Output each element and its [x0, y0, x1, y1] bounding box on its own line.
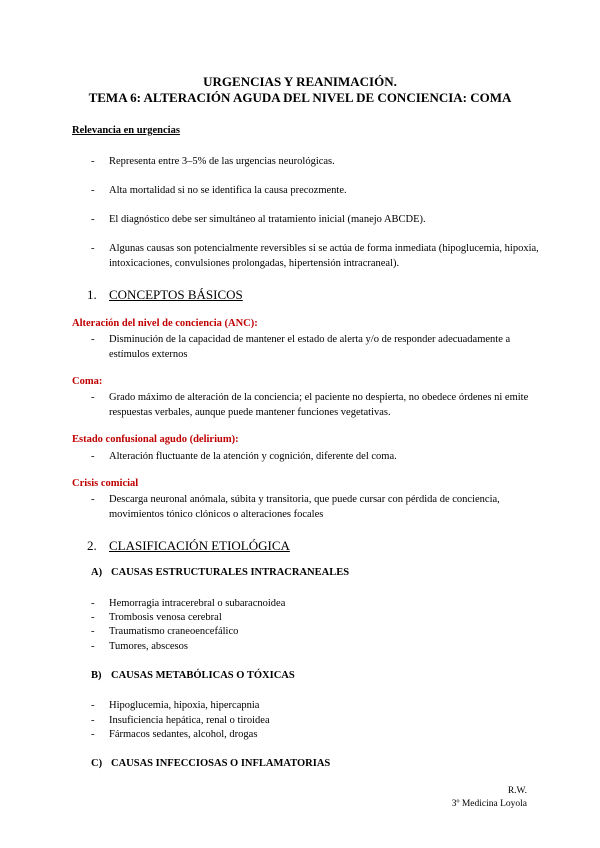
concept-term: Alteración del nivel de conciencia (ANC):	[72, 318, 258, 329]
relevance-heading: Relevancia en urgencias	[72, 125, 180, 136]
document-title: URGENCIAS Y REANIMACIÓN.	[203, 74, 397, 89]
bullet-dash: -	[91, 392, 95, 403]
list-item-text: Insuficiencia hepática, renal o tiroidea	[109, 715, 270, 726]
subsection-letter: A)	[91, 567, 103, 578]
concept-definition-text: Grado máximo de alteración de la conciencia; el paciente no despierta, no obedece órdenes ni emite respuestas verbales, aunque puede mantener funciones vegetativas.	[109, 392, 529, 418]
bullet-dash: -	[91, 156, 95, 167]
list-item-text: Traumatismo craneoencefálico	[109, 626, 239, 637]
concept-term: Coma:	[72, 376, 103, 387]
bullet-dash: -	[91, 612, 95, 623]
relevance-item-text: El diagnóstico debe ser simultáneo al tratamiento inicial (manejo ABCDE).	[109, 214, 426, 225]
concept-definition-text: Descarga neuronal anómala, súbita y transitoria, que puede cursar con pérdida de conciencia, movimientos tónico clónicos o alteraciones focales	[109, 494, 500, 520]
relevance-item-text: Algunas causas son potencialmente reversibles si se actúa de forma inmediata (hipoglucemia, hipoxia, intoxicaciones, convulsiones prolongadas, hipertensión intracraneal).	[109, 243, 539, 269]
bullet-dash: -	[91, 700, 95, 711]
bullet-dash: -	[91, 715, 95, 726]
list-item-text: Hipoglucemia, hipoxia, hipercapnia	[109, 700, 260, 711]
subsection-letter: B)	[91, 670, 102, 681]
concept-definition-text: Alteración fluctuante de la atención y cognición, diferente del coma.	[109, 451, 397, 462]
subsection-title: CAUSAS METABÓLICAS O TÓXICAS	[111, 670, 295, 681]
document-subtitle: TEMA 6: ALTERACIÓN AGUDA DEL NIVEL DE CONCIENCIA: COMA	[88, 90, 512, 105]
list-item-text: Fármacos sedantes, alcohol, drogas	[109, 729, 258, 740]
bullet-dash: -	[91, 243, 95, 254]
bullet-dash: -	[91, 729, 95, 740]
section-number: 2.	[87, 538, 97, 553]
bullet-dash: -	[91, 494, 95, 505]
relevance-item-text: Representa entre 3–5% de las urgencias neurológicas.	[109, 156, 335, 167]
footer-course: 3º Medicina Loyola	[451, 799, 527, 809]
concept-term: Crisis comicial	[72, 478, 139, 489]
bullet-dash: -	[91, 185, 95, 196]
list-item-text: Tumores, abscesos	[109, 641, 188, 652]
subsection-title: CAUSAS ESTRUCTURALES INTRACRANEALES	[111, 567, 350, 578]
bullet-dash: -	[91, 214, 95, 225]
subsection-letter: C)	[91, 758, 103, 769]
bullet-dash: -	[91, 334, 95, 345]
bullet-dash: -	[91, 641, 95, 652]
section-title: CONCEPTOS BÁSICOS	[109, 287, 243, 302]
bullet-dash: -	[91, 598, 95, 609]
section-number: 1.	[87, 287, 97, 302]
list-item-text: Trombosis venosa cerebral	[109, 612, 222, 623]
concept-definition-text: Disminución de la capacidad de mantener el estado de alerta y/o de responder adecuadamente a estímulos externos	[109, 334, 511, 360]
bullet-dash: -	[91, 451, 95, 462]
subsection-title: CAUSAS INFECCIOSAS O INFLAMATORIAS	[111, 758, 331, 769]
bullet-dash: -	[91, 626, 95, 637]
footer-author: R.W.	[507, 786, 527, 796]
section-title: CLASIFICACIÓN ETIOLÓGICA	[109, 538, 290, 553]
relevance-item-text: Alta mortalidad si no se identifica la causa precozmente.	[109, 185, 347, 196]
list-item-text: Hemorragia intracerebral o subaracnoidea	[109, 598, 286, 609]
concept-term: Estado confusional agudo (delirium):	[72, 434, 239, 445]
